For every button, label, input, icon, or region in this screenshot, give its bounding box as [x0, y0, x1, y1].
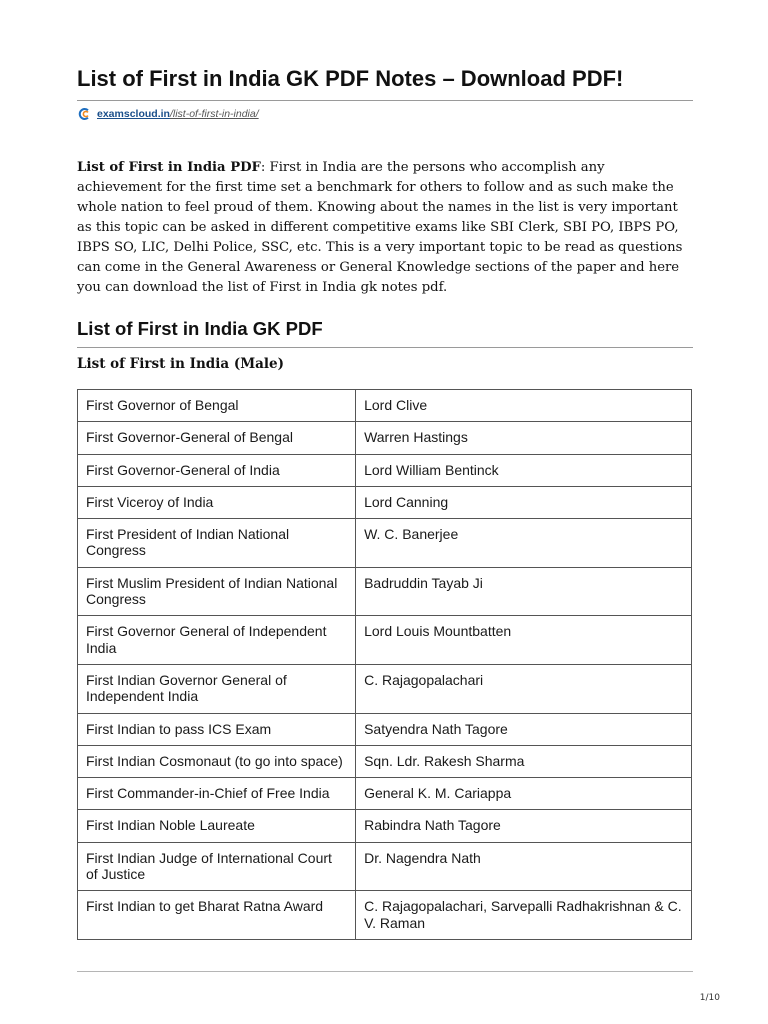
source-domain[interactable]: examscloud.in [97, 108, 170, 120]
intro-line: you can download the list of First in India gk notes pdf. [77, 280, 448, 295]
table-row [78, 616, 692, 665]
table-row [78, 519, 692, 568]
intro-line: as this topic can be asked in different competitive exams like SBI Clerk, SBI PO, IBPS PO, [77, 220, 679, 235]
section-heading: List of First in India GK PDF [77, 318, 323, 339]
intro-line: IBPS SO, LIC, Delhi Police, SSC, etc. This is a very important topic to be read as questions [77, 240, 683, 255]
table-row [78, 842, 692, 891]
title-cell: First Viceroy of India [78, 486, 356, 518]
intro-line [77, 158, 693, 178]
sub-heading: List of First in India (Male) [77, 356, 285, 372]
table-row [78, 567, 692, 616]
first-in-india-table [77, 389, 692, 940]
person-cell: C. Rajagopalachari, Sarvepalli Radhakrishnan & C. V. Raman [356, 891, 692, 940]
title-cell: First Governor of Bengal [78, 390, 356, 422]
person-cell: Sqn. Ldr. Rakesh Sharma [356, 745, 692, 777]
person-cell: Rabindra Nath Tagore [356, 810, 692, 842]
title-cell: First Indian Governor General of Independent India [78, 664, 356, 713]
source-link[interactable] [77, 106, 259, 122]
intro-line: can come in the General Awareness or General Knowledge sections of the paper and here [77, 260, 680, 275]
title-cell: First President of Indian National Congress [78, 519, 356, 568]
table-row [78, 745, 692, 777]
table-row [78, 664, 692, 713]
table-row [78, 778, 692, 810]
title-cell: First Indian to pass ICS Exam [78, 713, 356, 745]
title-cell: First Indian to get Bharat Ratna Award [78, 891, 356, 940]
table-row [78, 810, 692, 842]
table-row [78, 422, 692, 454]
table-row [78, 891, 692, 940]
title-cell: First Indian Judge of International Court of Justice [78, 842, 356, 891]
person-cell: General K. M. Cariappa [356, 778, 692, 810]
person-cell: Lord Canning [356, 486, 692, 518]
person-cell: Lord Louis Mountbatten [356, 616, 692, 665]
person-cell: Badruddin Tayab Ji [356, 567, 692, 616]
intro-lead: List of First in India PDF [77, 160, 261, 175]
title-divider [77, 100, 693, 101]
page-number: 1/10 [699, 993, 720, 1003]
title-cell: First Indian Cosmonaut (to go into space) [78, 745, 356, 777]
table-row [78, 390, 692, 422]
title-cell: First Commander-in-Chief of Free India [78, 778, 356, 810]
table-row [78, 713, 692, 745]
title-cell: First Governor-General of India [78, 454, 356, 486]
intro-line-text: : First in India are the persons who accomplish any [260, 160, 605, 175]
person-cell: Lord William Bentinck [356, 454, 692, 486]
page-bottom-divider [77, 971, 693, 972]
intro-line: whole nation to feel proud of them. Knowing about the names in the list is very important [77, 200, 678, 215]
title-cell: First Indian Noble Laureate [78, 810, 356, 842]
person-cell: Dr. Nagendra Nath [356, 842, 692, 891]
source-path[interactable]: /list-of-first-in-india/ [169, 108, 259, 120]
person-cell: W. C. Banerjee [356, 519, 692, 568]
title-cell: First Muslim President of Indian National Congress [78, 567, 356, 616]
person-cell: Lord Clive [356, 390, 692, 422]
intro-line: achievement for the first time set a benchmark for others to follow and as such make the [77, 180, 674, 195]
person-cell: C. Rajagopalachari [356, 664, 692, 713]
intro-paragraph [77, 158, 693, 298]
title-cell: First Governor-General of Bengal [78, 422, 356, 454]
person-cell: Warren Hastings [356, 422, 692, 454]
person-cell: Satyendra Nath Tagore [356, 713, 692, 745]
table-row [78, 454, 692, 486]
table-row [78, 486, 692, 518]
page-title: List of First in India GK PDF Notes – Download PDF! [77, 66, 624, 91]
title-cell: First Governor General of Independent India [78, 616, 356, 665]
section-divider [77, 347, 693, 348]
site-logo-icon [77, 107, 91, 121]
